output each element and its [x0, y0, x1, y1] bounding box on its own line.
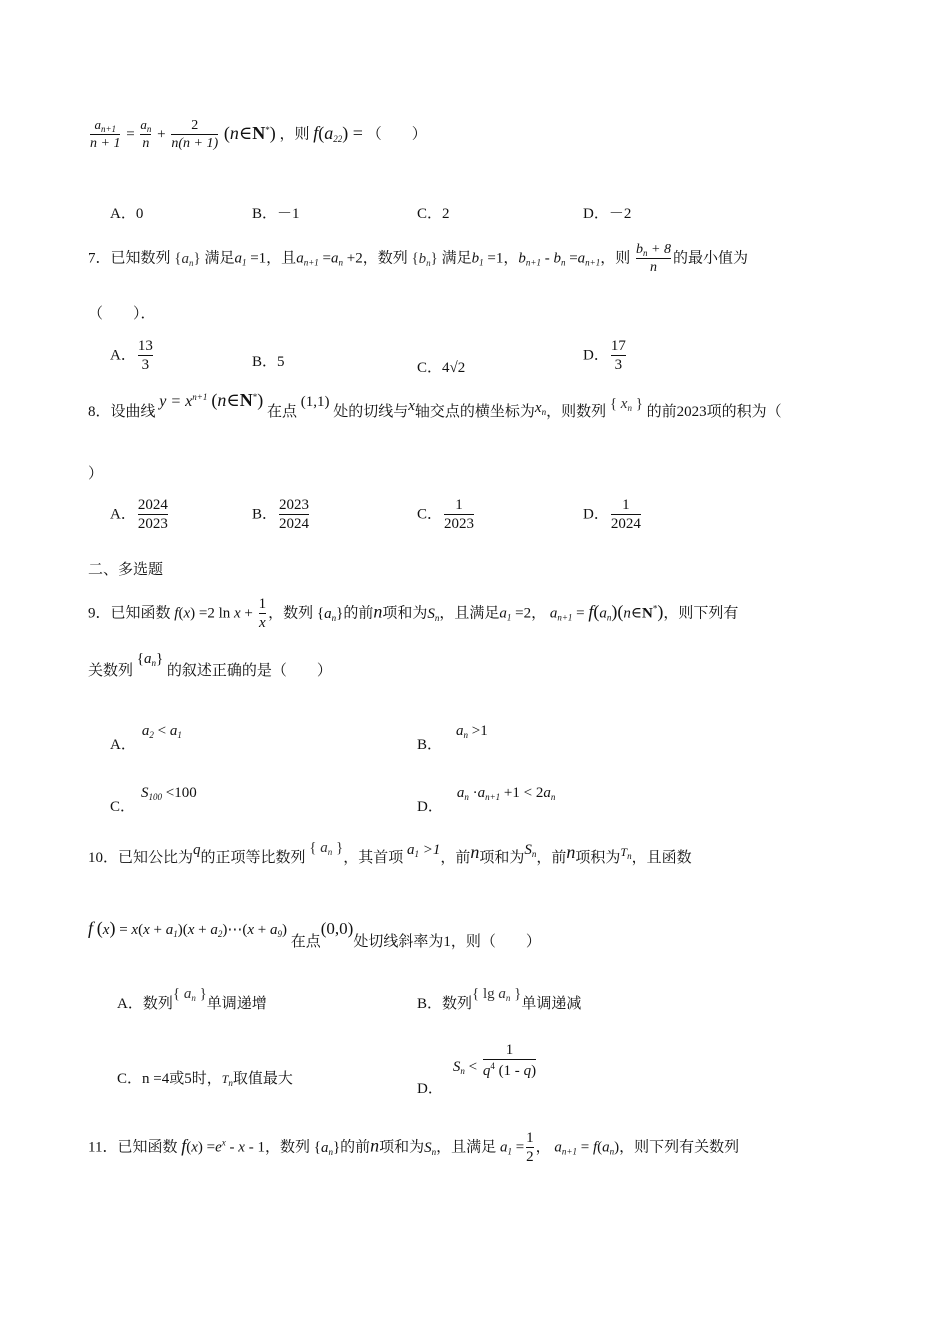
q6-option-b: B．－1 — [252, 206, 300, 222]
q10-function-line: f $(x) = x(x + a_1)(x$ + $a_2)\cdots(x + a_9)$ 在点(0,0)处切线斜率为1，则（ ） — [88, 918, 541, 950]
q9-option-b: B．$a_n >1$ — [417, 723, 488, 753]
q9-stem: 9．已知函数 f(x) =2 ln x + $\frac{1}{x}$ ，数列 $\{a_n\}$的前n项和为$S_n$，且满足$a_1 =2$， $a_{n+1}$ = $f(a_n)(n\in N^*)$，则下列有 — [88, 596, 739, 632]
q7-option-c: C．4√2 — [417, 360, 466, 376]
q6-formula-line: $\frac{a_{n+1}}{n + 1}$ = $\frac{a_n}{n}$ + $\frac{2}{n(n + 1)}$ (n∈N*) ，则 $f(a_{22})$ = （ ） — [90, 117, 427, 152]
q10-option-a: A．数列{ $a_n$ }单调递增 — [117, 986, 267, 1012]
q6-option-d: D．－2 — [583, 206, 632, 222]
q6-paren: （ ） — [366, 126, 427, 143]
q6-f-a22: f — [313, 122, 319, 143]
q10-option-c: C．n =4或5时，$T_n$取值最大 — [117, 1071, 293, 1088]
q9-stem-line2: 关数列 $\{a_n\}$ 的叙述正确的是（ ） — [88, 651, 332, 679]
q11-stem: 11．已知函数 $f(x) =e^x - x - 1$，数列 $\{a_n\}$的前n项和为$S_n$，且满足 $a_1$ = $\frac{1}{2}$ ， $a_{n+1} = f(a_n)$，则下列有关数列 — [88, 1130, 740, 1166]
q6-fraction-lhs: $\frac{a_{n+1}}{n + 1}$ — [90, 117, 121, 152]
q10-stem: 10．已知公比为q的正项等比数列 { $a_n$ }，其首项 $a_1 >1$，前n项和为$S_n$，前n项积为$^{T_n}$，且函数 — [88, 840, 692, 866]
q8-option-d: D． $\frac{1}{2024}$ — [583, 497, 641, 533]
q7-stem: 7．已知数列 $\{a_n\}$ 满足$a_1 =1$，且$a_{n+1} =a_n +2$，数列 $\{b_n\}$ 满足$b_1 =1$，$b_{n+1} - b_n =a_{n+1}$，则 $\frac{b_n + 8}{n}$ 的最小值为 — [88, 242, 748, 276]
q10-option-d: D．$S_n$ < $\frac{1}{q^4 (1 - q)}$ — [417, 1042, 537, 1097]
q8-option-b: B． $\frac{2023}{2024}$ — [252, 497, 310, 533]
q6-fraction-an: $\frac{a_n}{n}$ — [140, 117, 152, 152]
q8-stem: 8．设曲线 $y = x^{n+1}$ (n∈N*) 在点 (1,1) 处的切线与x轴交点的横坐标为$x_n$，则数列 { $x_n$ } 的前2023项的积为（ — [88, 390, 782, 420]
q7-option-b: B．5 — [252, 354, 285, 370]
q7-option-d: D． $\frac{17}{3}$ — [583, 338, 626, 374]
q7-paren: （ ）． — [88, 306, 156, 322]
q10-option-b: B．数列{ $\lg a_n$ }单调递减 — [417, 986, 582, 1012]
q8-option-a: A． $\frac{2024}{2023}$ — [110, 497, 168, 533]
q7-fraction: $\frac{b_n + 8}{n}$ — [636, 242, 671, 276]
section-title-multiple-choice: 二、多选题 — [88, 562, 164, 578]
q7-option-a: A． $\frac{13}{3}$ — [110, 338, 153, 374]
q9-option-c: C．$S_{100} <100$ — [110, 785, 197, 815]
q6-fraction-2: $\frac{2}{n(n + 1)}$ — [171, 118, 219, 152]
q9-option-a: A．$a_2 < a_1$ — [110, 723, 182, 753]
q9-option-d: D．$a_n \cdot a_{n+1} +1 < 2a_n$ — [417, 785, 556, 815]
q8-close-paren: ） — [88, 466, 104, 482]
q6-option-a: A．0 — [110, 206, 144, 222]
q8-option-c: C． $\frac{1}{2023}$ — [417, 497, 475, 533]
q6-text-tail: ，则 — [279, 126, 310, 143]
q6-option-c: C．2 — [417, 206, 450, 222]
